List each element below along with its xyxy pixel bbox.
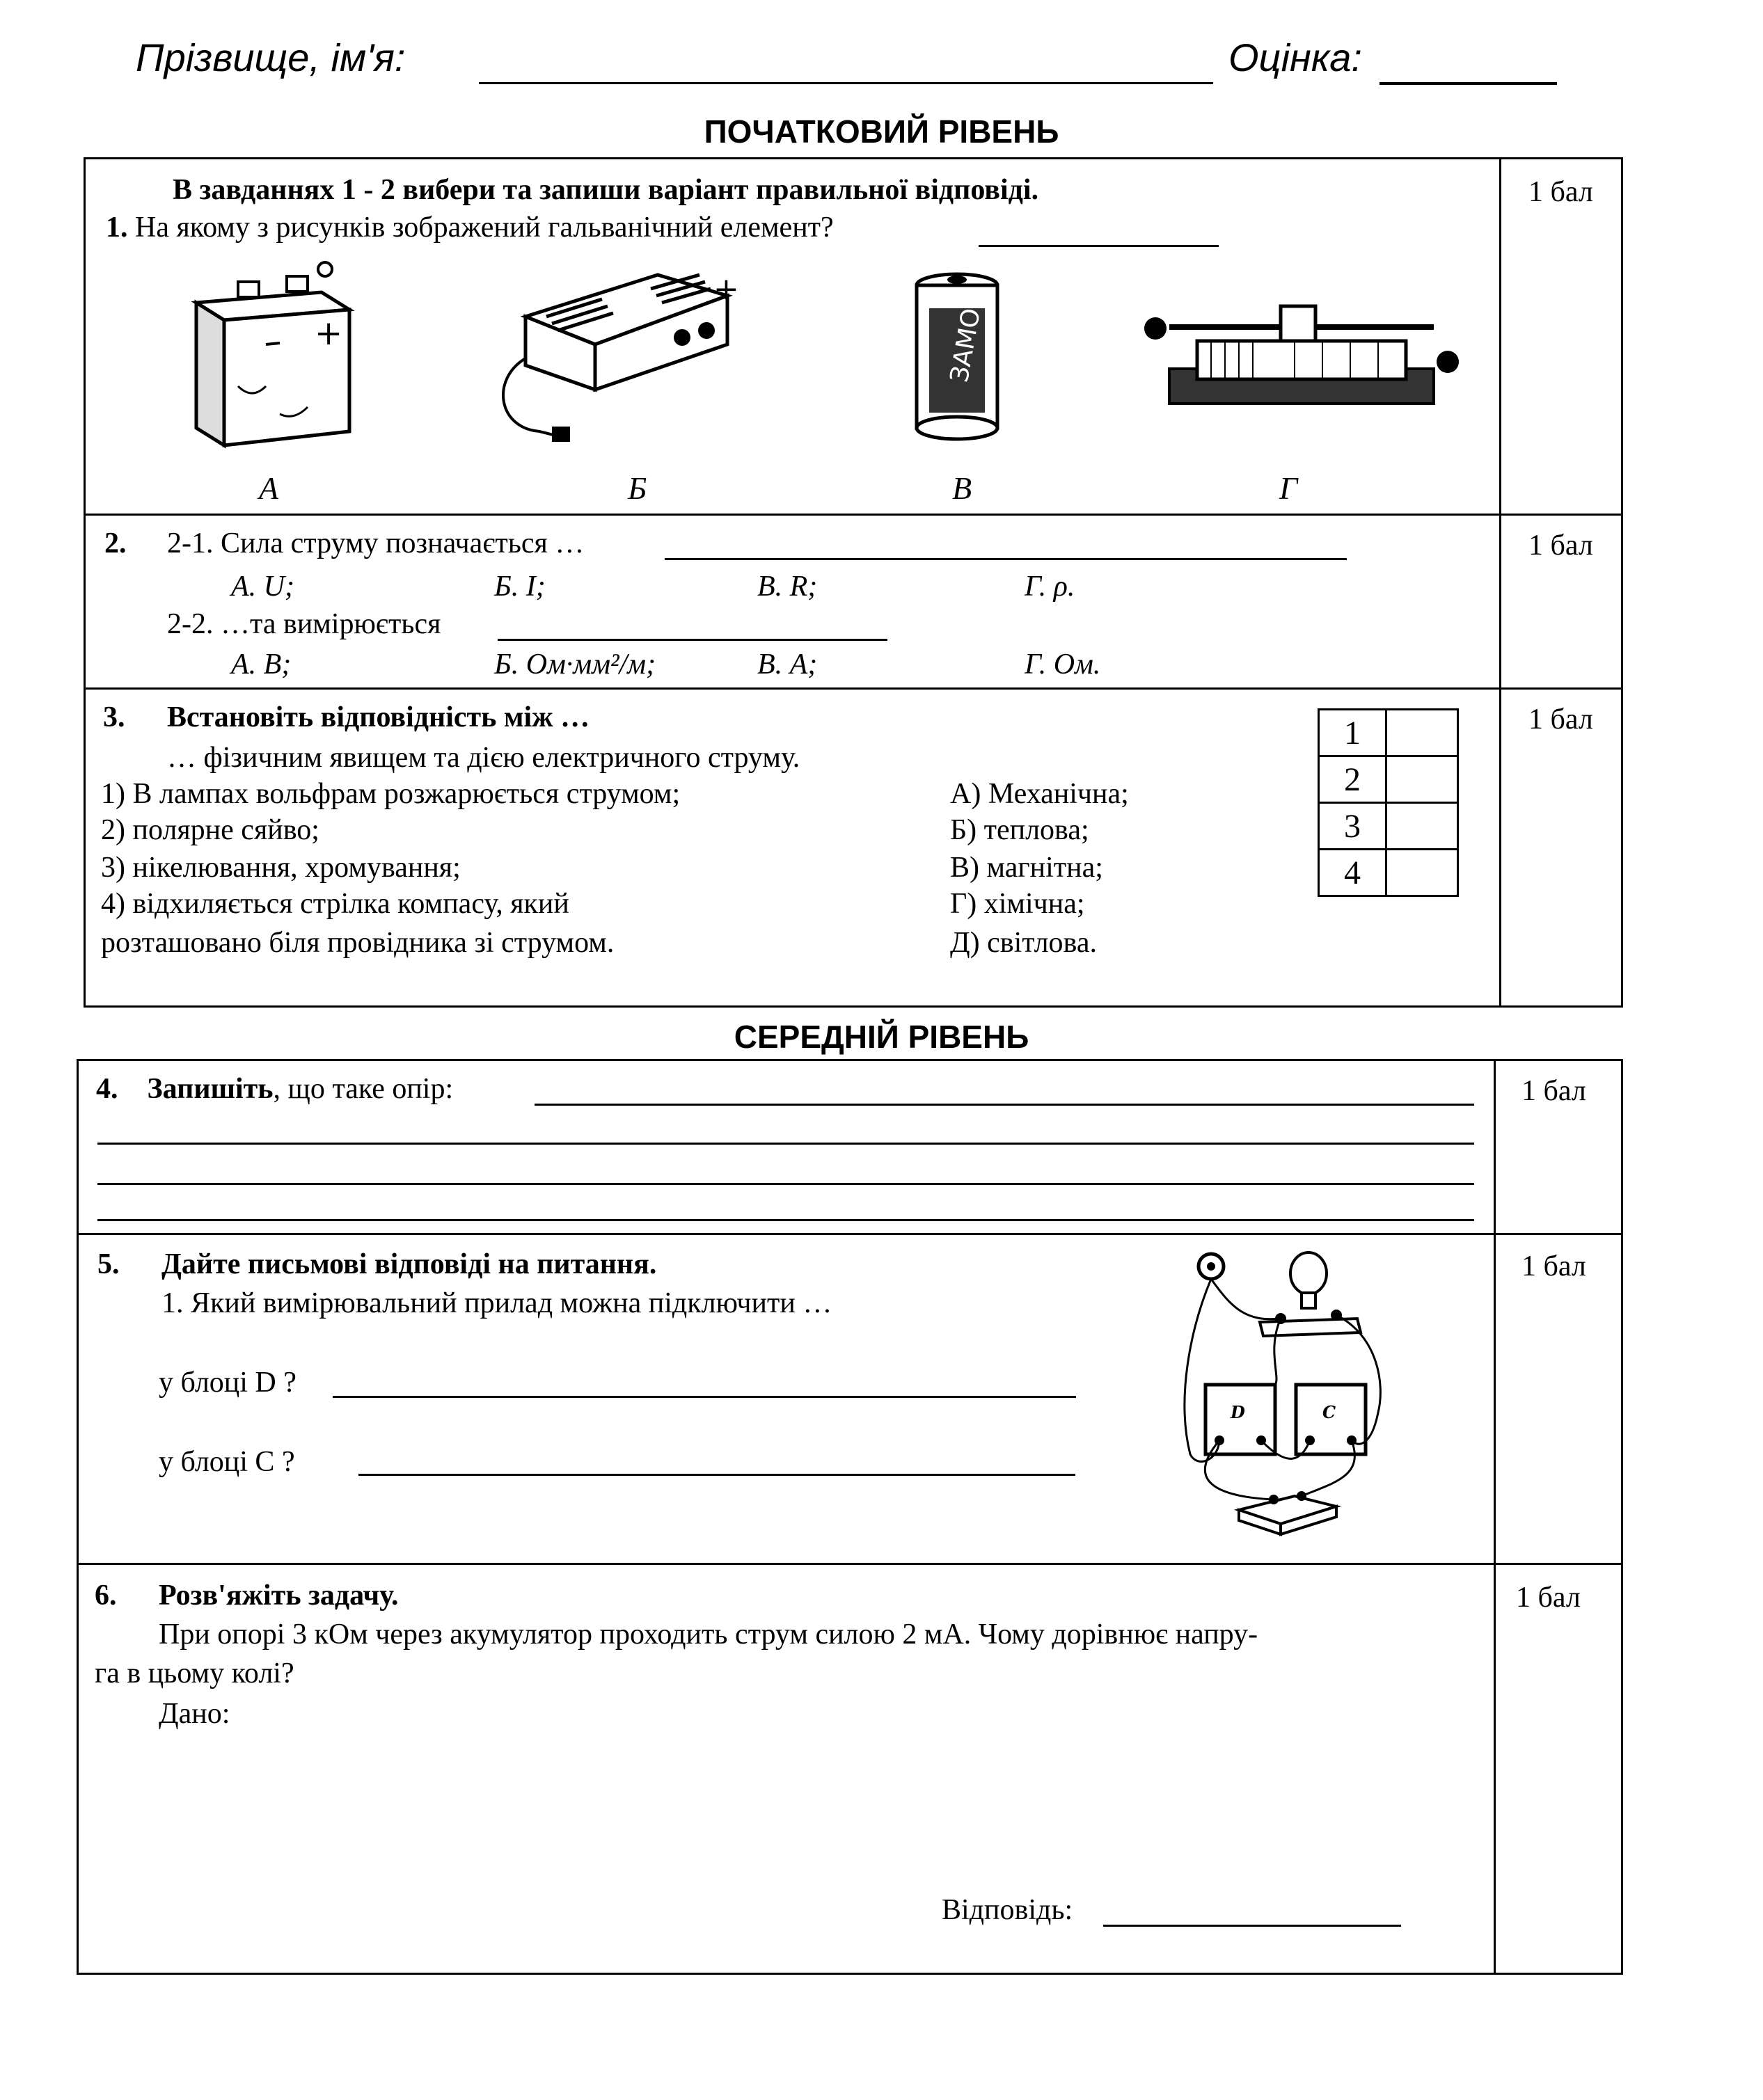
q5-block-c-answer-field[interactable] xyxy=(358,1474,1075,1476)
q5-points: 1 бал xyxy=(1521,1250,1586,1282)
q3-answer-b: Б) теплова; xyxy=(950,814,1089,846)
q1-question-text: На якому з рисунків зображений гальванічний елемент? xyxy=(135,212,834,244)
picture-label-c: В xyxy=(952,470,972,506)
q2-option-b: Б. I; xyxy=(494,571,546,603)
grid-number: 2 xyxy=(1319,756,1386,803)
q1-points: 1 бал xyxy=(1528,176,1593,208)
q2-part1-answer-field[interactable] xyxy=(665,558,1347,560)
answer-grid-row xyxy=(1319,710,1458,756)
grid-number: 4 xyxy=(1319,850,1386,896)
diagram-label-d: D xyxy=(1231,1402,1245,1422)
q5-block-c-label: у блоці С ? xyxy=(159,1446,295,1478)
charger-picture xyxy=(498,268,748,456)
q4-number: 4. xyxy=(96,1073,118,1105)
q1-question xyxy=(106,213,834,242)
answer-grid-row xyxy=(1319,850,1458,896)
q3-number: 3. xyxy=(103,701,125,733)
row-divider xyxy=(77,1563,1623,1565)
grade-label: Оцінка: xyxy=(1228,35,1362,79)
row-divider xyxy=(84,687,1623,690)
q2-option-c: В. R; xyxy=(757,571,818,603)
rheostat-picture xyxy=(1141,299,1462,417)
diagram-label-c: C xyxy=(1322,1402,1336,1422)
q3-item-4-continued: розташовано біля провідника зі струмом. xyxy=(101,927,615,959)
circuit-diagram xyxy=(1176,1246,1399,1552)
q2-unit-a: А. В; xyxy=(231,649,292,681)
grid-answer-cell[interactable] xyxy=(1386,710,1458,756)
grid-answer-cell[interactable] xyxy=(1386,756,1458,803)
row-divider xyxy=(77,1233,1623,1235)
q2-points: 1 бал xyxy=(1528,530,1593,562)
q2-part1: 2-1. Сила струму позначається … xyxy=(167,527,585,559)
q3-title: Встановіть відповідність між … xyxy=(167,701,590,733)
q2-option-a: А. U; xyxy=(231,571,294,603)
q3-answer-e: Д) світлова. xyxy=(950,927,1097,959)
q2-option-d: Г. ρ. xyxy=(1025,571,1075,603)
svg-text:+: + xyxy=(315,314,343,353)
q4-answer-line[interactable] xyxy=(535,1104,1474,1106)
q2-unit-b: Б. Ом·мм²/м; xyxy=(494,649,656,681)
picture-label-d: Г xyxy=(1279,470,1298,506)
initial-level-title: ПОЧАТКОВИЙ РІВЕНЬ xyxy=(704,113,1059,150)
q6-points: 1 бал xyxy=(1516,1582,1581,1614)
picture-label-b: Б xyxy=(628,470,647,506)
q4-answer-line[interactable] xyxy=(97,1183,1474,1185)
answer-grid-row xyxy=(1319,803,1458,850)
q4-answer-line[interactable] xyxy=(97,1143,1474,1145)
q5-question: 1. Який вимірювальний прилад можна підключити … xyxy=(161,1287,832,1319)
row-divider xyxy=(84,514,1623,516)
q1-instruction: В завданнях 1 - 2 вибери та запиши варіант правильної відповіді. xyxy=(173,174,1039,206)
grid-answer-cell[interactable] xyxy=(1386,850,1458,896)
q4-points: 1 бал xyxy=(1521,1075,1586,1107)
svg-text:+: + xyxy=(713,271,739,307)
q3-item-2: 2) полярне сяйво; xyxy=(101,814,319,846)
surname-field[interactable] xyxy=(479,82,1213,84)
answer-grid-row xyxy=(1319,756,1458,803)
q3-item-1: 1) В лампах вольфрам розжарюється струмом; xyxy=(101,778,681,810)
q2-unit-d: Г. Ом. xyxy=(1025,649,1101,681)
galvanic-cell-picture xyxy=(908,270,1006,447)
q6-answer-field[interactable] xyxy=(1103,1925,1401,1927)
q6-given-label: Дано: xyxy=(159,1698,230,1730)
q6-title: Розв'яжіть задачу. xyxy=(159,1580,399,1612)
battery-accumulator-picture xyxy=(182,261,370,449)
q4-answer-line[interactable] xyxy=(97,1219,1474,1221)
q1-number: 1. xyxy=(106,212,128,244)
svg-text:ЗАМОК: ЗАМОК xyxy=(944,288,990,385)
q3-answer-c: В) магнітна; xyxy=(950,852,1103,884)
grid-number: 1 xyxy=(1319,710,1386,756)
q2-unit-c: В. А; xyxy=(757,649,818,681)
points-column-divider xyxy=(1494,1059,1496,1975)
q3-answer-a: А) Механічна; xyxy=(950,778,1129,810)
q4-question xyxy=(96,1074,453,1104)
q4-title: Запишіть xyxy=(147,1073,274,1105)
q2-part2: 2-2. …та вимірюється xyxy=(167,608,441,640)
q2-number: 2. xyxy=(104,527,127,559)
grade-field[interactable] xyxy=(1379,82,1557,85)
surname-label: Прізвище, ім'я: xyxy=(136,35,406,79)
points-column-divider xyxy=(1499,157,1501,1008)
q6-text-line2: га в цьому колі? xyxy=(95,1657,294,1689)
grid-number: 3 xyxy=(1319,803,1386,850)
grid-answer-cell[interactable] xyxy=(1386,803,1458,850)
q3-answer-grid xyxy=(1318,708,1459,897)
q3-points: 1 бал xyxy=(1528,703,1593,735)
q5-title: Дайте письмові відповіді на питання. xyxy=(161,1248,657,1280)
q3-item-3: 3) нікелювання, хромування; xyxy=(101,852,461,884)
q3-item-4: 4) відхиляється стрілка компасу, який xyxy=(101,888,569,920)
q1-answer-field[interactable] xyxy=(979,245,1219,247)
q6-text-line1: При опорі 3 кОм через акумулятор проходить струм силою 2 мА. Чому дорівнює напру- xyxy=(159,1618,1258,1650)
q5-block-d-answer-field[interactable] xyxy=(333,1396,1076,1398)
q6-answer-label: Відповідь: xyxy=(942,1894,1073,1926)
q6-number: 6. xyxy=(95,1580,117,1612)
picture-label-a: А xyxy=(259,470,279,506)
middle-level-title: СЕРЕДНІЙ РІВЕНЬ xyxy=(734,1019,1029,1055)
q2-part2-answer-field[interactable] xyxy=(498,639,887,641)
q5-block-d-label: у блоці D ? xyxy=(159,1367,297,1399)
q3-subtitle: … фізичним явищем та дією електричного струму. xyxy=(167,742,800,774)
q3-answer-d: Г) хімічна; xyxy=(950,888,1085,920)
q5-number: 5. xyxy=(97,1248,120,1280)
q4-text: , що таке опір: xyxy=(273,1073,454,1105)
